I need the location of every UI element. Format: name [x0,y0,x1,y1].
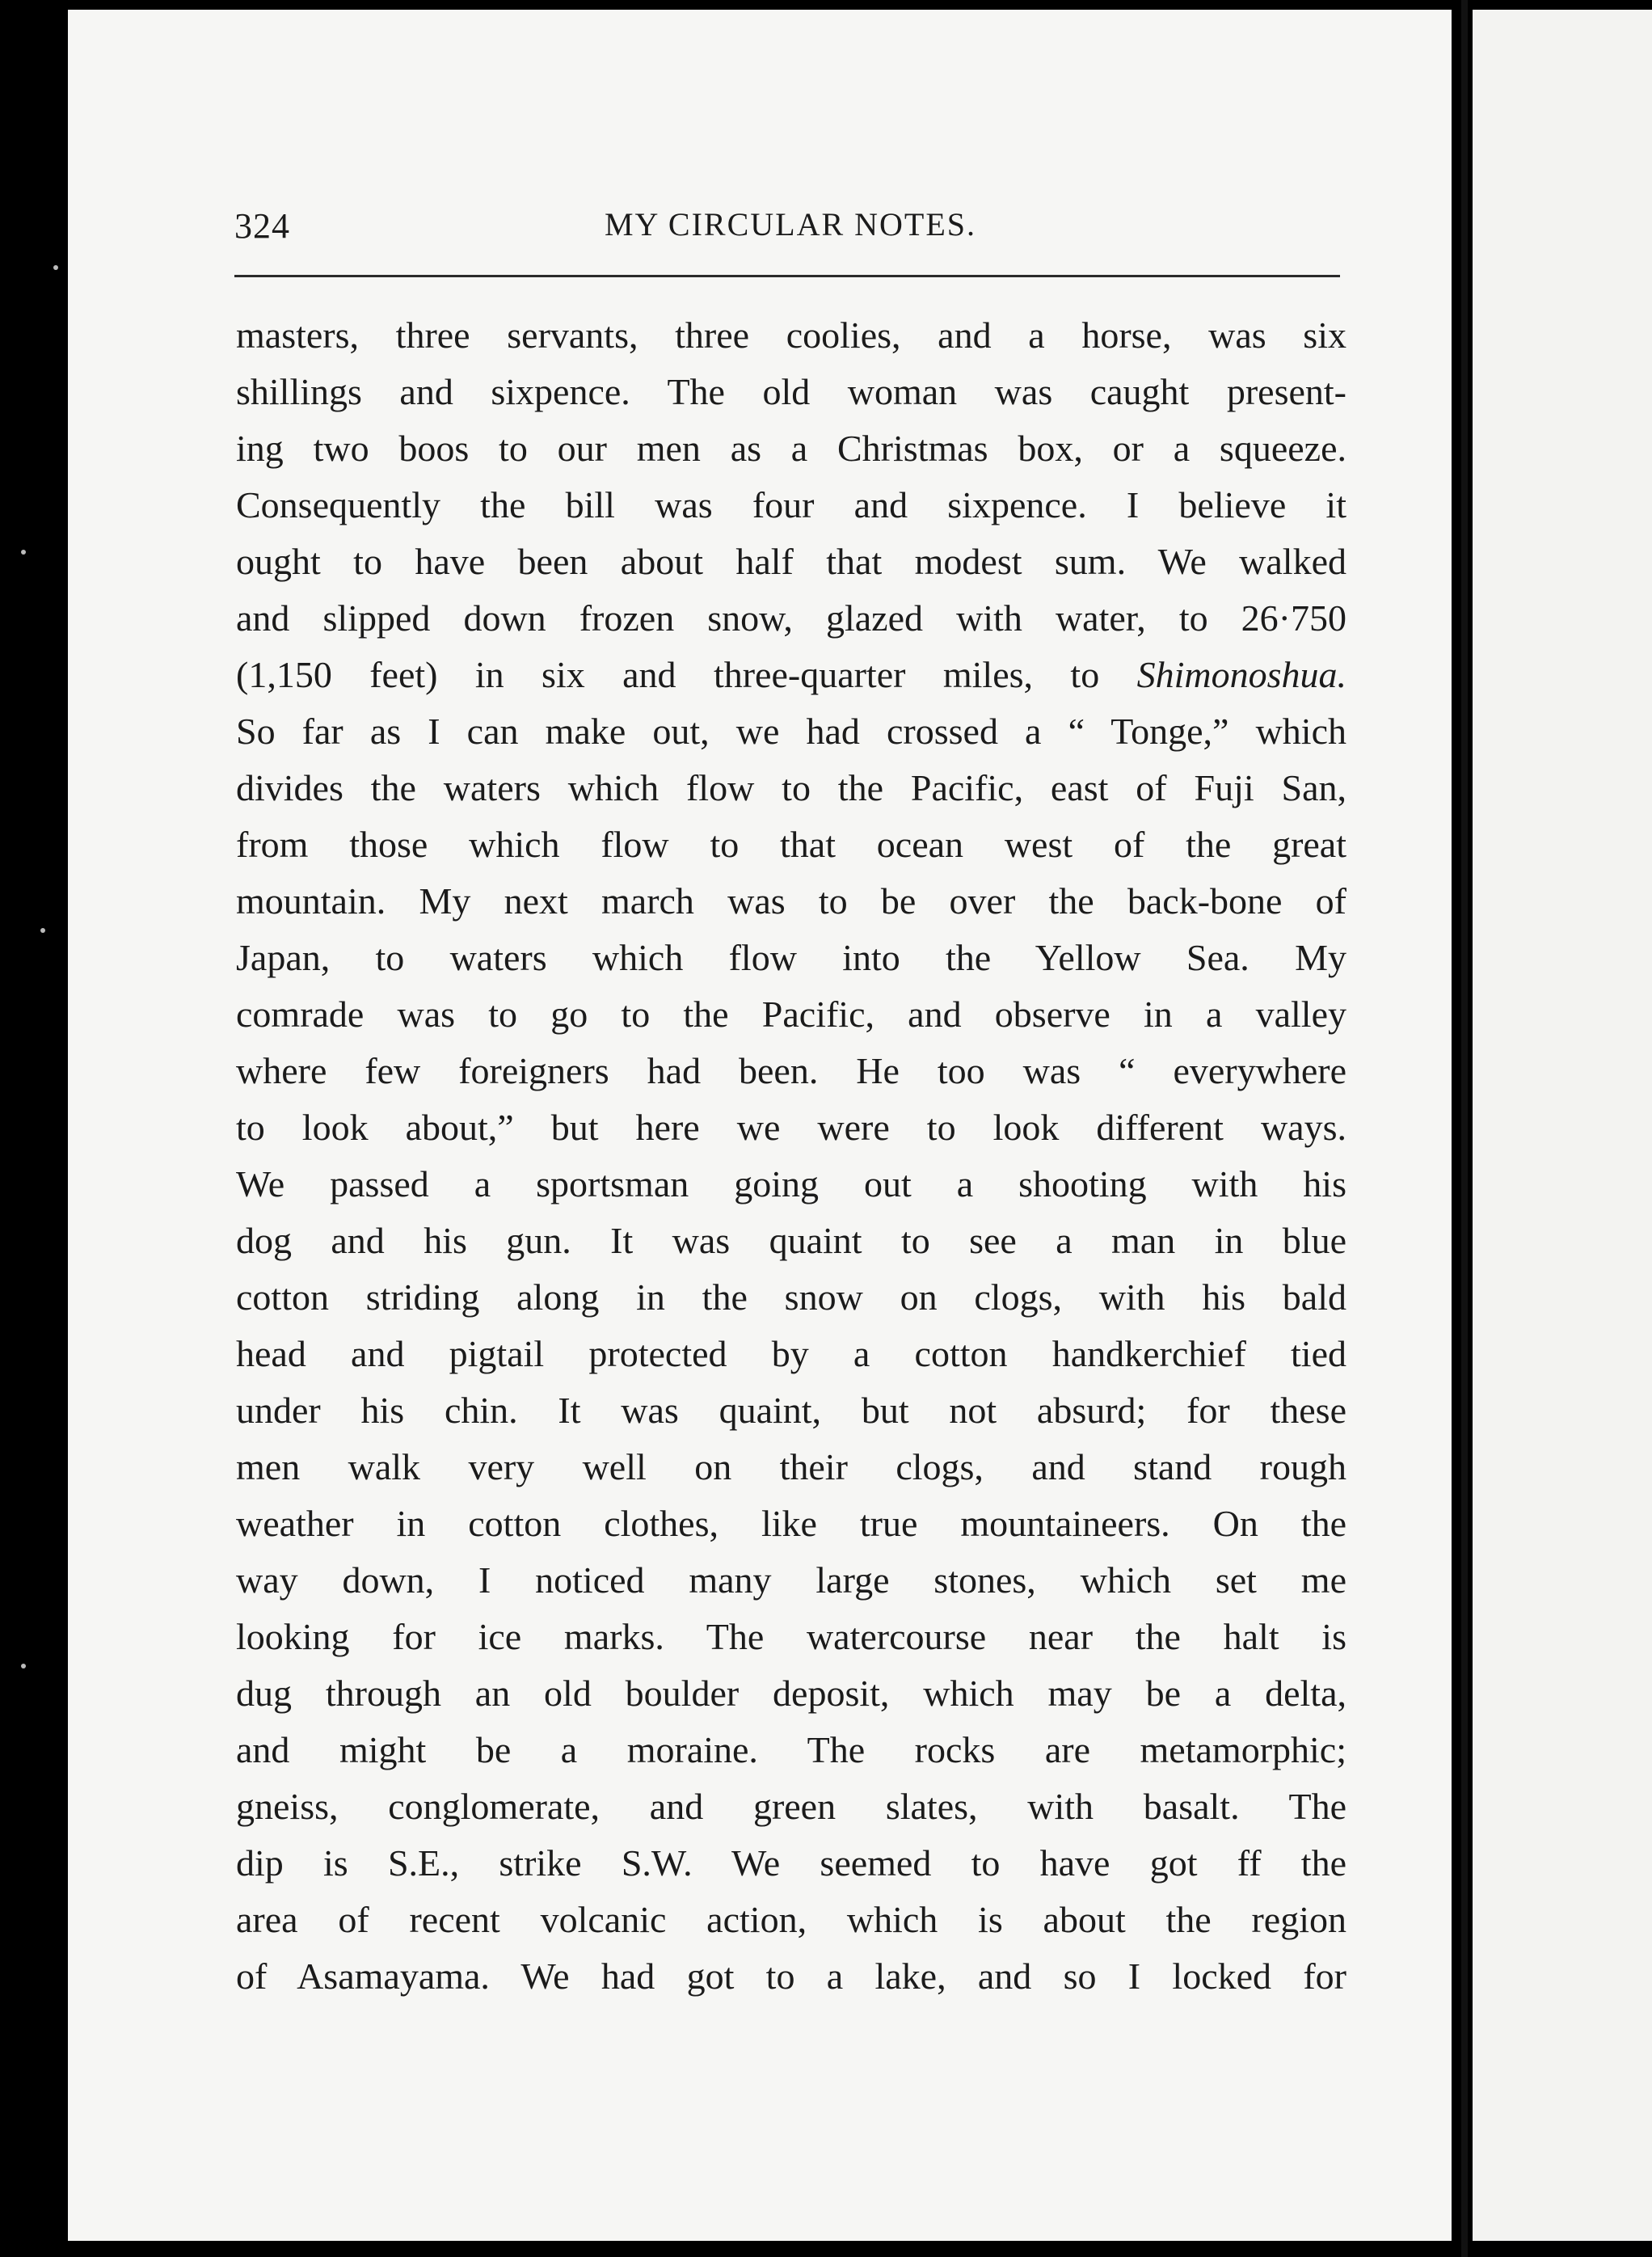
text-line: under his chin. It was quaint, but not absurd; for these [236,1390,1346,1431]
scan-speck [21,1664,26,1668]
text-line: from those which flow to that ocean west of the great [236,824,1346,865]
text-line: dug through an old boulder deposit, which may be a delta, [236,1673,1346,1714]
scan-speck [53,265,58,270]
running-title: MY CIRCULAR NOTES. [604,206,977,243]
body-text [236,307,1346,2005]
page-number: 324 [234,206,290,246]
scan-speck [40,928,45,933]
text-line [236,647,1346,703]
text-line: gneiss, conglomerate, and green slates, with basalt. The [236,1786,1346,1827]
text-line: where few foreigners had been. He too was “ everywhere [236,1050,1346,1091]
text-line: men walk very well on their clogs, and stand rough [236,1446,1346,1487]
text-line: cotton striding along in the snow on clogs, with his bald [236,1276,1346,1318]
text-line: area of recent volcanic action, which is about the region [236,1899,1346,1940]
text-line: way down, I noticed many large stones, which set me [236,1559,1346,1601]
text-line: We passed a sportsman going out a shooting with his [236,1163,1346,1204]
text-line: masters, three servants, three coolies, and a horse, was six [236,314,1346,356]
facing-page-edge [1473,10,1652,2241]
text-line: looking for ice marks. The watercourse near the halt is [236,1616,1346,1657]
text-line: So far as I can make out, we had crossed a “ Tonge,” which [236,711,1346,752]
page-header [234,205,1346,254]
place-name: Shimonoshua. [1136,654,1346,695]
text-fragment: (1,150 feet) in six and three-quarter miles, to [236,654,1137,695]
text-line: dog and his gun. It was quaint to see a man in blue [236,1220,1346,1261]
text-line: ought to have been about half that modest sum. We walked [236,541,1346,582]
text-line: comrade was to go to the Pacific, and observe in a valley [236,994,1346,1035]
text-line: and slipped down frozen snow, glazed with water, to 26·750 [236,597,1346,639]
text-line: of Asamayama. We had got to a lake, and so I locked for [236,1955,1346,1997]
text-line: head and pigtail protected by a cotton handkerchief tied [236,1333,1346,1374]
text-line: divides the waters which flow to the Pacific, east of Fuji San, [236,767,1346,808]
text-line: and might be a moraine. The rocks are metamorphic; [236,1729,1346,1770]
text-line: to look about,” but here we were to look different ways. [236,1107,1346,1148]
text-line: ing two boos to our men as a Christmas box, or a squeeze. [236,428,1346,469]
scan-speck [21,550,26,555]
text-line: mountain. My next march was to be over the back-bone of [236,880,1346,922]
text-line: Consequently the bill was four and sixpence. I believe it [236,484,1346,525]
text-line: Japan, to waters which flow into the Yellow Sea. My [236,937,1346,978]
header-rule [234,275,1340,277]
text-line: shillings and sixpence. The old woman was caught present- [236,371,1346,412]
text-line: weather in cotton clothes, like true mountaineers. On the [236,1503,1346,1544]
page-gutter [1461,0,1468,2257]
text-line: dip is S.E., strike S.W. We seemed to have got ff the [236,1842,1346,1884]
